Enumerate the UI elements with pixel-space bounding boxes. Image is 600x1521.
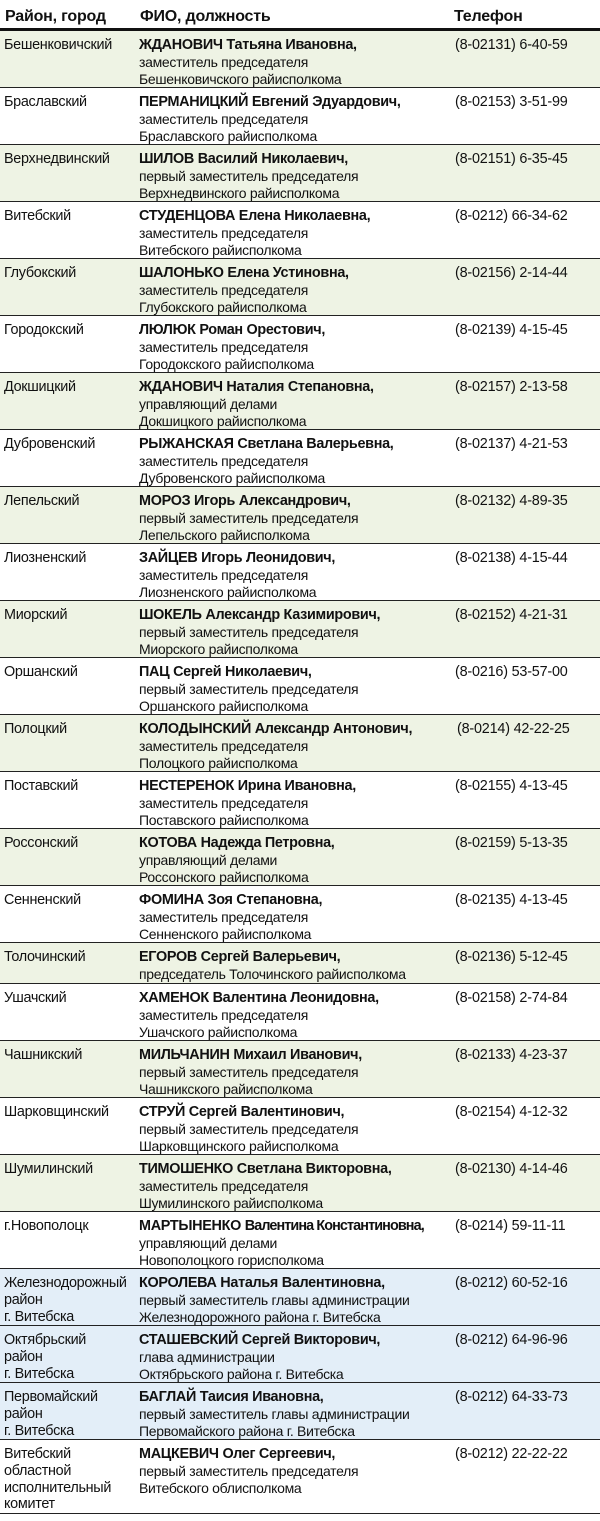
given-names: Олег Сергеевич,: [222, 1446, 336, 1462]
person-name: [139, 835, 454, 852]
surname: КОЛОДЫНСКИЙ: [139, 721, 252, 737]
position-line: заместитель председателя: [139, 794, 309, 811]
position-line: Витебского райисполкома: [139, 241, 302, 258]
surname: МОРОЗ: [139, 493, 191, 509]
district-line: Лиозненский: [4, 550, 87, 566]
district-line: Сенненский: [4, 892, 81, 908]
table-row: [0, 1098, 600, 1155]
given-names: Елена Николаевна,: [238, 208, 371, 224]
position-line: первый заместитель председателя: [139, 680, 359, 697]
position-line: заместитель председателя: [139, 338, 309, 355]
position-line: Октябрьского района г. Витебска: [139, 1365, 344, 1382]
person-cell: [139, 208, 454, 258]
phone-cell: (8-02156) 2-14-44: [455, 265, 568, 281]
district-cell: [4, 835, 136, 852]
phone-cell: (8-02157) 2-13-58: [455, 379, 568, 395]
given-names: Зоя Степановна,: [207, 892, 323, 908]
phone-cell: (8-02155) 4-13-45: [455, 778, 568, 794]
district-line: г.Новополоцк: [4, 1218, 89, 1234]
table-row: [0, 984, 600, 1041]
district-line: областной: [4, 1462, 72, 1479]
position-line: заместитель председателя: [139, 452, 309, 469]
person-cell: [139, 664, 454, 714]
person-cell: [139, 1047, 454, 1097]
given-names: Александр Казимирович,: [205, 607, 381, 623]
given-names: Елена Устиновна,: [227, 265, 349, 281]
position-line: Браславского райисполкома: [139, 127, 317, 144]
given-names: Василий Николаевич,: [197, 151, 348, 167]
table-body: [0, 31, 600, 1514]
district-cell: [4, 949, 136, 966]
given-names: Валентина Константиновна,: [244, 1218, 424, 1234]
person-name: [139, 721, 454, 738]
district-line: Витебский: [4, 208, 71, 224]
person-name: [139, 1332, 454, 1349]
person-name: [139, 664, 454, 681]
given-names: Игорь Леонидович,: [201, 550, 336, 566]
person-cell: [139, 1161, 454, 1211]
phone-cell: (8-0214) 59-11-11: [455, 1218, 566, 1234]
person-cell: [139, 1275, 454, 1325]
district-line: исполнительный: [4, 1479, 112, 1496]
header-phone: Телефон: [454, 8, 523, 25]
district-cell: [4, 1218, 136, 1235]
surname: ШАЛОНЬКО: [139, 265, 224, 281]
table-header: [0, 0, 600, 31]
given-names: Таисия Ивановна,: [199, 1389, 324, 1405]
table-row: [0, 1383, 600, 1440]
person-name: [139, 778, 454, 795]
district-line: Железнодорожный: [4, 1275, 127, 1291]
person-cell: [139, 550, 454, 600]
person-cell: [139, 436, 454, 486]
district-cell: [4, 151, 136, 168]
district-cell: [4, 892, 136, 909]
table-row: [0, 601, 600, 658]
person-cell: [139, 379, 454, 429]
given-names: Валентина Леонидовна,: [212, 990, 379, 1006]
person-cell: [139, 949, 454, 983]
table-row: [0, 1212, 600, 1269]
phone-cell: (8-0212) 60-52-16: [455, 1275, 568, 1291]
person-name: [139, 1275, 454, 1292]
given-names: Сергей Валентинович,: [188, 1104, 345, 1120]
person-name: [139, 265, 454, 282]
position-line: Витебского облисполкома: [139, 1479, 302, 1496]
position-line: Лепельского райисполкома: [139, 526, 310, 543]
person-cell: [139, 1218, 454, 1268]
position-line: первый заместитель председателя: [139, 167, 359, 184]
position-line: Бешенковичского райисполкома: [139, 70, 342, 87]
district-line: Полоцкий: [4, 721, 67, 737]
person-cell: [139, 322, 454, 372]
position-line: первый заместитель главы администрации: [139, 1405, 410, 1422]
person-name: [139, 379, 454, 396]
position-line: первый заместитель председателя: [139, 1120, 359, 1137]
district-line: Браславский: [4, 94, 87, 110]
table-row: [0, 88, 600, 145]
person-name: [139, 607, 454, 624]
position-line: Глубокского райисполкома: [139, 298, 307, 315]
given-names: Наталья Валентиновна,: [220, 1275, 385, 1291]
district-cell: [4, 1104, 136, 1121]
table-row: [0, 544, 600, 601]
district-line: Витебский: [4, 1446, 71, 1462]
district-line: Шумилинский: [4, 1161, 93, 1177]
position-line: Полоцкого райисполкома: [139, 754, 298, 771]
position-line: заместитель председателя: [139, 737, 309, 754]
district-cell: [4, 322, 136, 339]
district-line: Докшицкий: [4, 379, 76, 395]
district-line: Поставский: [4, 778, 79, 794]
position-line: первый заместитель главы администрации: [139, 1291, 410, 1308]
phone-cell: (8-02159) 5-13-35: [455, 835, 568, 851]
person-cell: [139, 265, 454, 315]
district-cell: [4, 94, 136, 111]
position-line: Оршанского райисполкома: [139, 697, 308, 714]
table-row: [0, 430, 600, 487]
given-names: Надежда Петровна,: [200, 835, 335, 851]
person-name: [139, 949, 454, 966]
district-line: Ушачский: [4, 990, 67, 1006]
phone-cell: (8-02151) 6-35-45: [455, 151, 568, 167]
header-person: ФИО, должность: [140, 8, 271, 25]
given-names: Светлана Валерьевна,: [237, 436, 394, 452]
table-row: [0, 373, 600, 430]
given-names: Наталия Степановна,: [226, 379, 374, 395]
table-row: [0, 202, 600, 259]
position-line: Новополоцкого горисполкома: [139, 1251, 324, 1268]
position-line: первый заместитель председателя: [139, 623, 359, 640]
position-line: Россонского райисполкома: [139, 868, 309, 885]
phone-cell: (8-0212) 66-34-62: [455, 208, 568, 224]
position-line: председатель Толочинского райисполкома: [139, 965, 406, 982]
position-line: глава администрации: [139, 1348, 275, 1365]
district-line: район: [4, 1291, 43, 1308]
district-cell: [4, 208, 136, 225]
position-line: Шарковщинского райисполкома: [139, 1137, 339, 1154]
given-names: Михаил Иванович,: [233, 1047, 362, 1063]
person-name: [139, 550, 454, 567]
district-line: Дубровенский: [4, 436, 96, 452]
district-line: район: [4, 1405, 43, 1422]
district-cell: [4, 1275, 136, 1325]
phone-cell: (8-02153) 3-51-99: [455, 94, 568, 110]
surname: ШИЛОВ: [139, 151, 194, 167]
table-row: [0, 1440, 600, 1514]
person-cell: [139, 1446, 454, 1496]
district-cell: [4, 1446, 136, 1513]
phone-cell: (8-02138) 4-15-44: [455, 550, 568, 566]
given-names: Роман Орестович,: [199, 322, 326, 338]
given-names: Сергей Викторович,: [241, 1332, 381, 1348]
person-cell: [139, 1332, 454, 1382]
phone-cell: (8-0212) 64-96-96: [455, 1332, 568, 1348]
person-name: [139, 1047, 454, 1064]
phone-cell: (8-02133) 4-23-37: [455, 1047, 568, 1063]
table-row: [0, 1155, 600, 1212]
district-cell: [4, 436, 136, 453]
surname: РЫЖАНСКАЯ: [139, 436, 234, 452]
phone-cell: (8-0216) 53-57-00: [455, 664, 568, 680]
surname: ЗАЙЦЕВ: [139, 550, 198, 566]
surname: ХАМЕНОК: [139, 990, 209, 1006]
phone-cell: (8-02139) 4-15-45: [455, 322, 568, 338]
person-name: [139, 990, 454, 1007]
district-cell: [4, 1047, 136, 1064]
district-line: Верхнедвинский: [4, 151, 110, 167]
district-line: Толочинский: [4, 949, 86, 965]
surname: МАРТЫНЕНКО: [139, 1218, 242, 1234]
surname: ЕГОРОВ: [139, 949, 197, 965]
position-line: заместитель председателя: [139, 1177, 309, 1194]
position-line: Городокского райисполкома: [139, 355, 314, 372]
surname: ЛЮЛЮК: [139, 322, 196, 338]
district-line: г. Витебска: [4, 1422, 74, 1439]
table-row: [0, 487, 600, 544]
district-line: комитет: [4, 1496, 55, 1513]
position-line: заместитель председателя: [139, 566, 309, 583]
position-line: управляющий делами: [139, 851, 278, 868]
phone-cell: (8-02154) 4-12-32: [455, 1104, 568, 1120]
position-line: заместитель председателя: [139, 281, 309, 298]
phone-cell: (8-02135) 4-13-45: [455, 892, 568, 908]
district-line: Россонский: [4, 835, 79, 851]
header-district: Район, город: [5, 8, 106, 25]
surname: ПАЦ: [139, 664, 170, 680]
person-name: [139, 94, 454, 111]
person-cell: [139, 607, 454, 657]
phone-cell: (8-02131) 6-40-59: [455, 37, 568, 53]
district-cell: [4, 1161, 136, 1178]
position-line: заместитель председателя: [139, 110, 309, 127]
person-name: [139, 1218, 454, 1235]
phone-cell: (8-0212) 22-22-22: [455, 1446, 568, 1462]
position-line: первый заместитель председателя: [139, 1462, 359, 1479]
position-line: заместитель председателя: [139, 53, 309, 70]
position-line: Железнодорожного района г. Витебска: [139, 1308, 381, 1325]
position-line: Поставского райисполкома: [139, 811, 309, 828]
surname: МИЛЬЧАНИН: [139, 1047, 230, 1063]
surname: ФОМИНА: [139, 892, 204, 908]
given-names: Сергей Николаевич,: [173, 664, 312, 680]
surname: БАГЛАЙ: [139, 1389, 197, 1405]
position-line: Миорского райисполкома: [139, 640, 298, 657]
surname: СТУДЕНЦОВА: [139, 208, 236, 224]
person-cell: [139, 37, 454, 87]
table-row: [0, 259, 600, 316]
position-line: Дубровенского райисполкома: [139, 469, 325, 486]
district-line: Городокский: [4, 322, 84, 338]
district-line: Первомайский: [4, 1389, 98, 1405]
surname: МАЦКЕВИЧ: [139, 1446, 219, 1462]
position-line: заместитель председателя: [139, 1006, 309, 1023]
district-cell: [4, 664, 136, 681]
district-line: Глубокский: [4, 265, 77, 281]
district-cell: [4, 379, 136, 396]
surname: КОТОВА: [139, 835, 197, 851]
person-name: [139, 1161, 454, 1178]
district-cell: [4, 607, 136, 624]
district-cell: [4, 37, 136, 54]
person-name: [139, 493, 454, 510]
surname: ТИМОШЕНКО: [139, 1161, 234, 1177]
district-cell: [4, 990, 136, 1007]
given-names: Евгений Эдуардович,: [251, 94, 401, 110]
given-names: Татьяна Ивановна,: [226, 37, 357, 53]
position-line: первый заместитель председателя: [139, 509, 359, 526]
surname: ШОКЕЛЬ: [139, 607, 202, 623]
person-name: [139, 436, 454, 453]
district-cell: [4, 1332, 136, 1382]
position-line: заместитель председателя: [139, 908, 309, 925]
position-line: управляющий делами: [139, 1234, 278, 1251]
surname: ЖДАНОВИЧ: [139, 379, 223, 395]
position-line: первый заместитель председателя: [139, 1063, 359, 1080]
person-name: [139, 151, 454, 168]
person-cell: [139, 94, 454, 144]
person-cell: [139, 1389, 454, 1439]
phone-cell: (8-02137) 4-21-53: [455, 436, 568, 452]
person-name: [139, 37, 454, 54]
position-line: Сенненского райисполкома: [139, 925, 312, 942]
surname: ЖДАНОВИЧ: [139, 37, 223, 53]
district-cell: [4, 550, 136, 567]
person-name: [139, 1389, 454, 1406]
position-line: заместитель председателя: [139, 224, 309, 241]
person-cell: [139, 892, 454, 942]
district-line: Чашникский: [4, 1047, 83, 1063]
table-row: [0, 145, 600, 202]
surname: СТРУЙ: [139, 1104, 186, 1120]
person-cell: [139, 778, 454, 828]
phone-cell: (8-02130) 4-14-46: [455, 1161, 568, 1177]
person-name: [139, 1104, 454, 1121]
table-row: [0, 1041, 600, 1098]
given-names: Светлана Викторовна,: [236, 1161, 392, 1177]
district-line: Шарковщинский: [4, 1104, 109, 1120]
given-names: Ирина Ивановна,: [237, 778, 356, 794]
person-cell: [139, 835, 454, 885]
person-cell: [139, 1104, 454, 1154]
surname: КОРОЛЕВА: [139, 1275, 217, 1291]
district-cell: [4, 721, 136, 738]
person-name: [139, 892, 454, 909]
district-line: Лепельский: [4, 493, 80, 509]
table-row: [0, 886, 600, 943]
district-line: г. Витебска: [4, 1308, 74, 1325]
position-line: Докшицкого райисполкома: [139, 412, 307, 429]
table-row: [0, 715, 600, 772]
person-name: [139, 1446, 454, 1463]
district-cell: [4, 493, 136, 510]
table-row: [0, 1269, 600, 1326]
person-cell: [139, 151, 454, 201]
position-line: Шумилинского райисполкома: [139, 1194, 323, 1211]
table-row: [0, 31, 600, 88]
surname: СТАШЕВСКИЙ: [139, 1332, 239, 1348]
table-row: [0, 658, 600, 715]
person-cell: [139, 990, 454, 1040]
phone-cell: (8-02132) 4-89-35: [455, 493, 568, 509]
district-line: Октябрьский: [4, 1332, 87, 1348]
phone-cell: (8-0212) 64-33-73: [455, 1389, 568, 1405]
district-cell: [4, 778, 136, 795]
table-row: [0, 316, 600, 373]
surname: ПЕРМАНИЦКИЙ: [139, 94, 249, 110]
position-line: Лиозненского райисполкома: [139, 583, 317, 600]
phone-cell: (8-02152) 4-21-31: [455, 607, 568, 623]
position-line: Первомайского района г. Витебска: [139, 1422, 355, 1439]
phone-cell: (8-0214) 42-22-25: [457, 721, 570, 737]
given-names: Сергей Валерьевич,: [200, 949, 341, 965]
given-names: Игорь Александрович,: [194, 493, 351, 509]
district-cell: [4, 265, 136, 282]
district-line: Оршанский: [4, 664, 78, 680]
position-line: Ушачского райисполкома: [139, 1023, 298, 1040]
district-cell: [4, 1389, 136, 1439]
phone-cell: (8-02136) 5-12-45: [455, 949, 568, 965]
district-line: Миорский: [4, 607, 68, 623]
person-cell: [139, 721, 454, 771]
table-row: [0, 943, 600, 984]
person-name: [139, 208, 454, 225]
position-line: управляющий делами: [139, 395, 278, 412]
position-line: Чашникского райисполкома: [139, 1080, 313, 1097]
given-names: Александр Антонович,: [254, 721, 413, 737]
person-name: [139, 322, 454, 339]
person-cell: [139, 493, 454, 543]
table-row: [0, 1326, 600, 1383]
position-line: Верхнедвинского райисполкома: [139, 184, 340, 201]
table-row: [0, 772, 600, 829]
district-line: район: [4, 1348, 43, 1365]
surname: НЕСТЕРЕНОК: [139, 778, 234, 794]
district-line: г. Витебска: [4, 1365, 74, 1382]
table-row: [0, 829, 600, 886]
phone-cell: (8-02158) 2-74-84: [455, 990, 568, 1006]
district-line: Бешенковичский: [4, 37, 112, 53]
